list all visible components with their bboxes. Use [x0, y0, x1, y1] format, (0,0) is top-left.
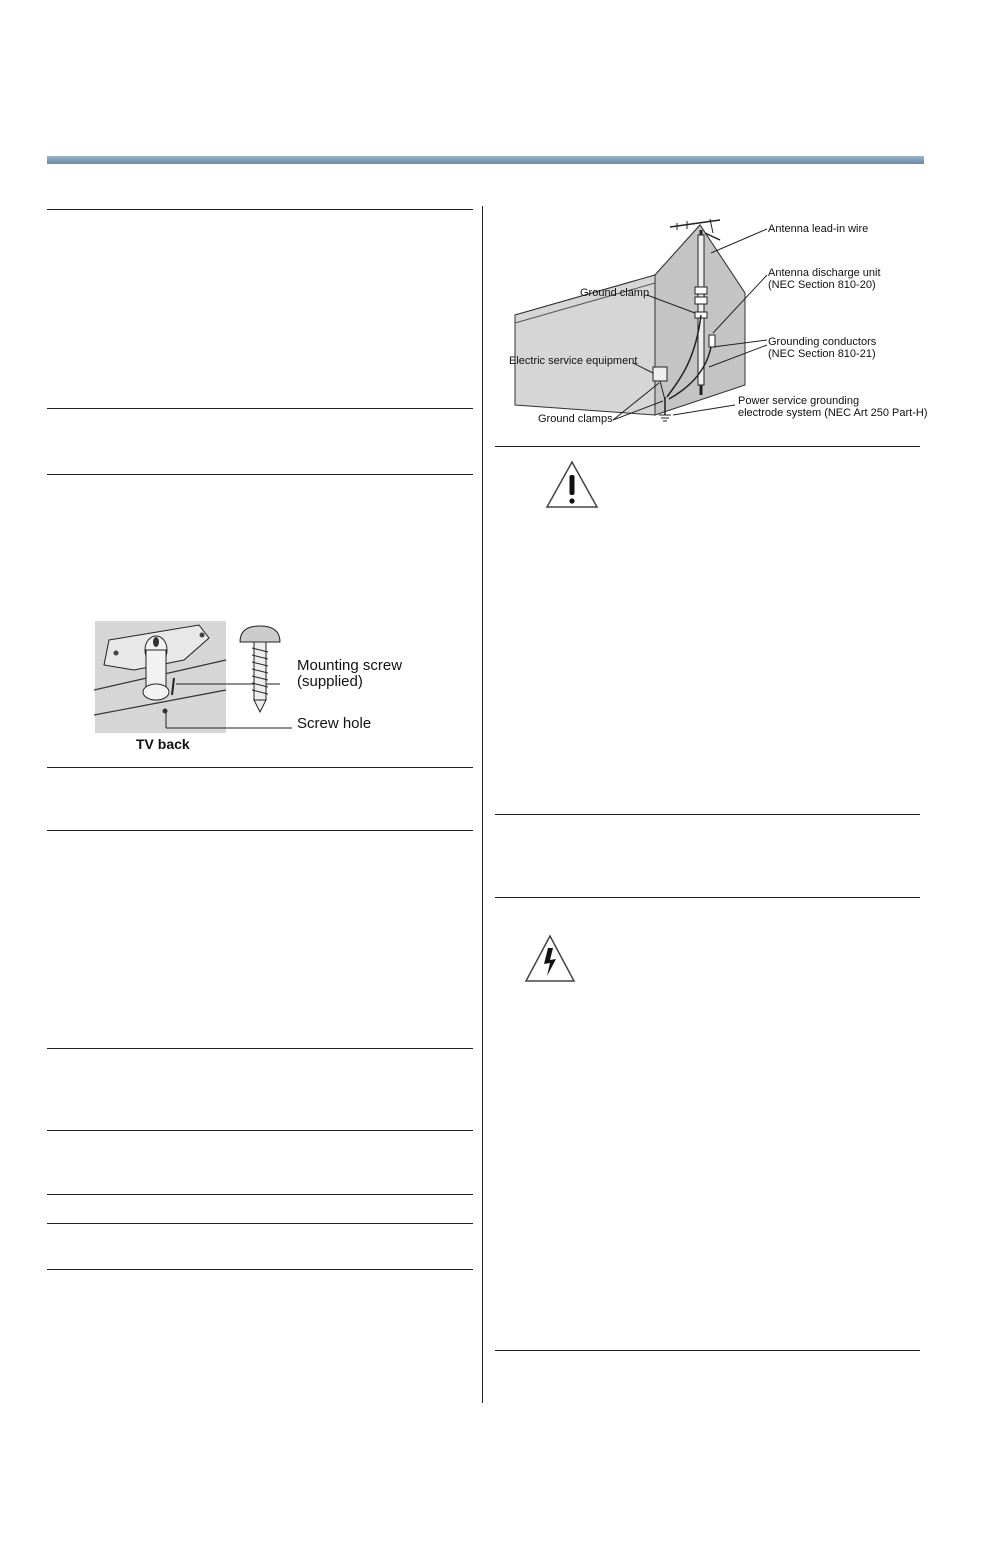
- label-power-grounding-nec: electrode system (NEC Art 250 Part-H): [738, 407, 928, 419]
- label-ground-clamp: Ground clamp: [580, 287, 650, 299]
- section-rule: [47, 830, 473, 831]
- label-tv-back: TV back: [136, 736, 190, 752]
- label-electric-service: Electric service equipment: [509, 355, 638, 367]
- section-rule: [47, 1130, 473, 1131]
- label-mounting-screw-supplied: (supplied): [297, 673, 363, 690]
- column-divider: [482, 206, 483, 1403]
- section-rule: [47, 1269, 473, 1270]
- section-rule: [47, 209, 473, 210]
- section-rule: [47, 474, 473, 475]
- label-power-grounding: Power service grounding: [738, 395, 860, 407]
- section-rule: [495, 1350, 920, 1351]
- section-rule: [47, 1194, 473, 1195]
- lightning-triangle-icon: [524, 934, 576, 984]
- section-rule: [47, 767, 473, 768]
- exclamation-triangle-icon: [545, 460, 599, 510]
- label-discharge-unit: Antenna discharge unit: [768, 267, 881, 279]
- section-rule: [47, 408, 473, 409]
- label-mounting-screw: Mounting screw: [297, 657, 403, 674]
- label-lead-in-wire: Antenna lead-in wire: [768, 223, 869, 235]
- section-rule: [495, 446, 920, 447]
- label-grounding-conductors: Grounding conductors: [768, 336, 877, 348]
- header-rule: [47, 156, 924, 164]
- label-grounding-conductors-nec: (NEC Section 810-21): [768, 348, 876, 360]
- section-rule: [47, 1048, 473, 1049]
- antenna-grounding-figure: [505, 215, 928, 440]
- label-ground-clamps: Ground clamps: [538, 413, 613, 425]
- section-rule: [495, 897, 920, 898]
- section-rule: [47, 1223, 473, 1224]
- mounting-screw-figure: [94, 620, 424, 755]
- label-screw-hole: Screw hole: [297, 715, 372, 732]
- section-rule: [495, 814, 920, 815]
- label-discharge-unit-nec: (NEC Section 810-20): [768, 279, 876, 291]
- tv-back-diagram: [94, 620, 424, 755]
